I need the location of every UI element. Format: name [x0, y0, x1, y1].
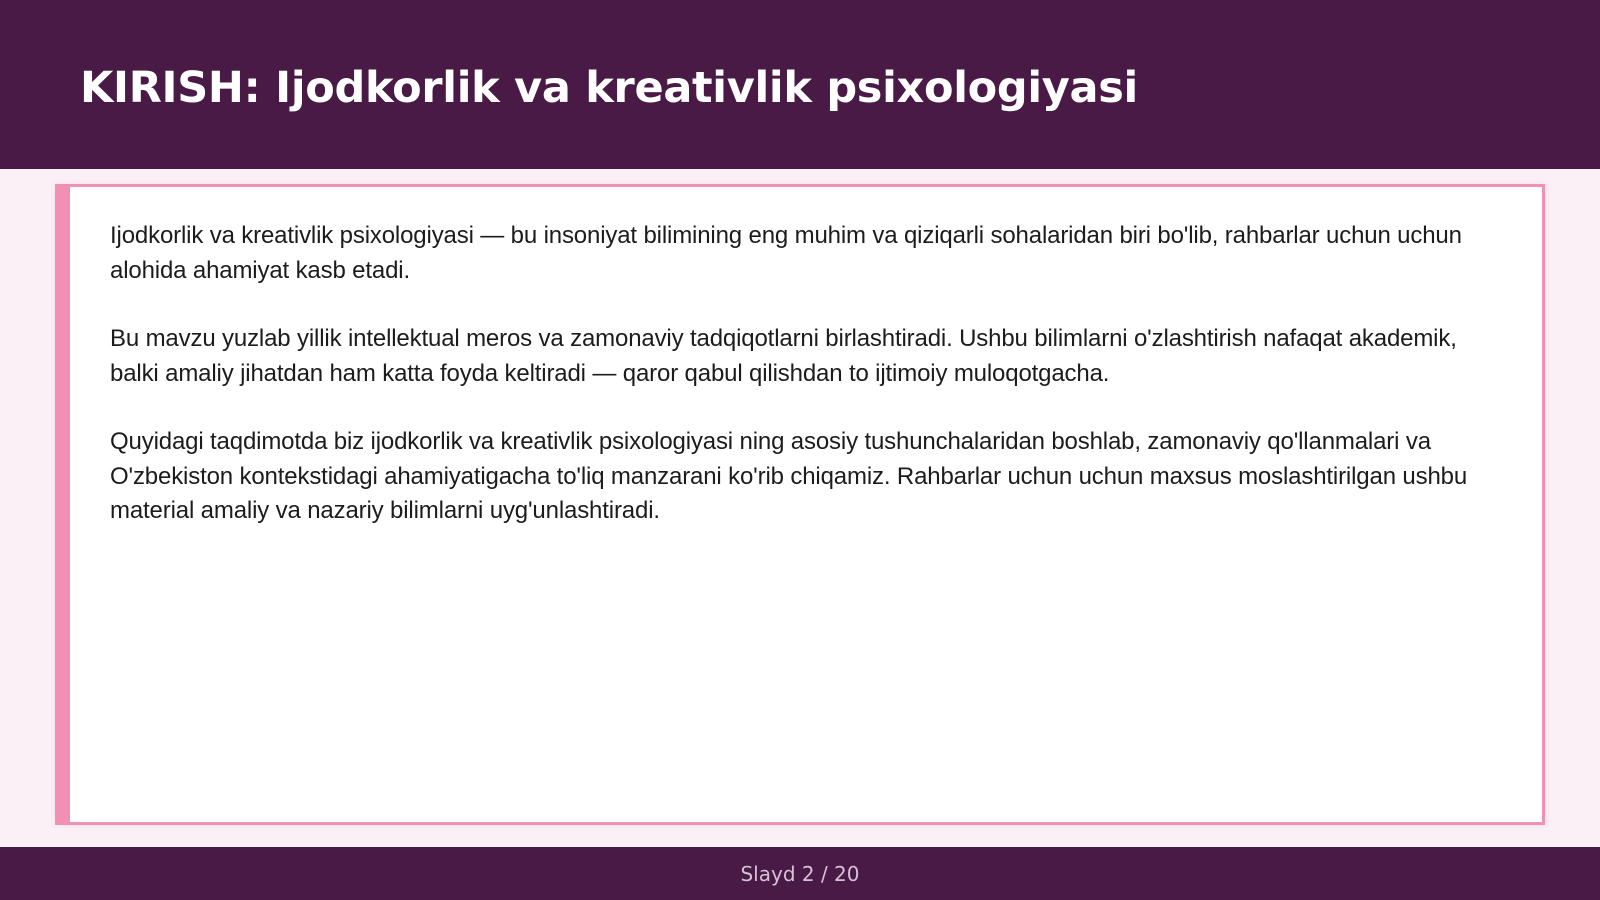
intro-paragraph: Ijodkorlik va kreativlik psixologiyasi — bu insoniyat bilimining eng muhim va qiziqarli sohalaridan biri bo'lib, rahbarlar uchun uchun alohida ahamiyat kasb etadi. — [110, 222, 1462, 284]
content-card — [55, 184, 1545, 825]
body-paragraph: Bu mavzu yuzlab yillik intellektual meros va zamonaviy tadqiqotlarni birlashtiradi. Ushbu bilimlarni o'zlashtirish nafaqat akademik, balki amaliy jihatdan ham katta foyda keltiradi — qaror qabul qilishdan to ijtimoiy muloqotgacha. — [110, 325, 1457, 387]
slide-title: KIRISH: Ijodkorlik va kreativlik psixologiyasi — [80, 63, 1138, 113]
slide-header — [0, 0, 1600, 169]
slide-footer — [0, 847, 1600, 900]
outline-paragraph: Quyidagi taqdimotda biz ijodkorlik va kreativlik psixologiyasi ning asosiy tushunchalaridan boshlab, zamonaviy qo'llanmalari va O'zbekiston kontekstidagi ahamiyatigacha to'liq manzarani ko'rib chiqamiz. Rahbarlar uchun uchun maxsus moslashtirilgan ushbu material amaliy va nazariy bilimlarni uyg'unlashtiradi. — [110, 428, 1468, 524]
slide-counter: Slayd 2 / 20 — [740, 862, 860, 886]
content-text-area — [110, 219, 1504, 563]
